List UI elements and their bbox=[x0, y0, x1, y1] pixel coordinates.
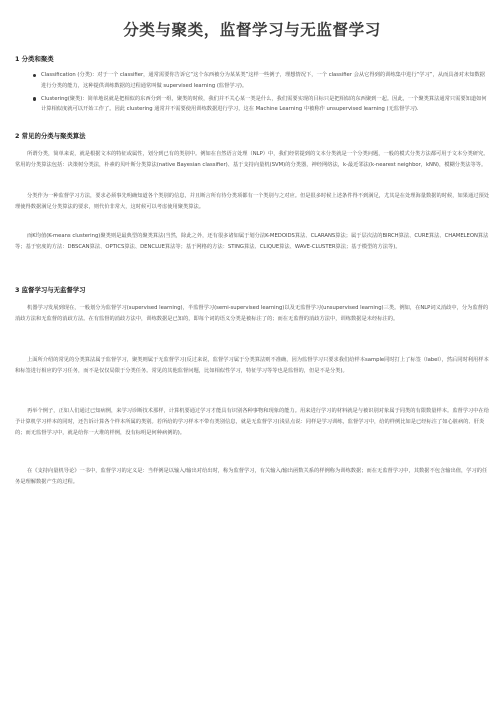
section-heading-1: 1 分类和聚类 bbox=[15, 55, 54, 63]
paragraph: 所谓分类，简单来说，就是根据文本的特征或属性，划分到已有的类别中。例如在自然语言处理（NLP）中，我们经常提到的文本分类就是一个分类问题，一般的模式分类方法都可用于文本分类研究。常用的分类算法包括：决策树分类法，朴素的贝叶斯分类算法(native Bayesian classifier)、基于支持向量机(SVM)的分类器，神经网络法，k-最近邻法(k-nearest neighbor，kNN)，模糊分类法等等。 bbox=[15, 151, 489, 168]
paragraph: 上面所介绍的常见的分类算法属于监督学习，聚类则属于无监督学习(反过来说，监督学习属于分类算法则不准确，因为监督学习只要求我们给样本sample同时打上了标签（label），然后同时利用样本和标签进行相应的学习任务，而不是仅仅局限于分类任务。常见的其他监督问题，比如相似性学习，特征学习等等也是监督的，但是不是分类)。 bbox=[15, 357, 489, 374]
paragraph: 再举个例子，正如人们通过已知病例，来学习诊断技术那样，计算机要通过学习才能具有识别各种事物和现象的能力。用来进行学习的材料就是与被识别对象属于同类的有限数量样本。监督学习中在给予计算机学习样本的同时，还告诉计算各个样本所属的类别。若所给的学习样本不带有类别信息，就是无监督学习(浅显点说：同样是学习训练，监督学习中，给的样例比如是已经标注了如心脏病的、肝炎的；而无监督学习中，就是给你一大堆的样例，没有标明是何种病例的)。 bbox=[15, 408, 489, 436]
bullet-text: Classification (分类)：对于一个 classifier，通常需要你告诉它“这个东西被分为某某类”这样一些例子，理想情况下，一个 classifier 会从它得到的训练集中进行“学习”，从而具备对未知数据进行分类的能力，这种提供训练数据的过程通常叫做 supervised learning (监督学习)。 bbox=[41, 72, 486, 89]
bullet-dot-icon bbox=[33, 74, 36, 77]
section-heading-3: 3 监督学习与无监督学习 bbox=[15, 286, 86, 294]
paragraph: 在《支持向量机导论》一书中，监督学习的定义是：当样例是以输入/输出对给出时，称为监督学习，有关输入/输出函数关系的样例称为训练数据；而在无监督学习中，其数据不包含输出值，学习的任务是理解数据产生的过程。 bbox=[15, 468, 488, 485]
bullet-item-clustering bbox=[15, 94, 489, 116]
section-1-bullet-list bbox=[15, 70, 489, 117]
paragraph: 机器学习发展到现在，一般划分为监督学习(supervised learning)，半监督学习(semi-supervised learning)以及无监督学习(unsupervised learning)三类。例如，在NLP词义消歧中，分为监督的消歧方法和无监督的消歧方法。在有监督的消歧方法中，训练数据是已知的，即每个词的语义分类是被标注了的；而在无监督的消歧方法中，训练数据是未经标注的。 bbox=[15, 305, 489, 322]
section-heading-2: 2 常见的分类与聚类算法 bbox=[15, 132, 86, 140]
bullet-item-classification bbox=[15, 70, 489, 92]
paragraph: 分类作为一种监督学习方法，要求必须事先明确知道各个类别的信息，并且断言所有待分类项都有一个类别与之对应。但是很多时候上述条件得不到满足，尤其是在处理海量数据的时候，如果通过预处理使得数据满足分类算法的要求，则代价非常大，这时候可以考虑使用聚类算法。 bbox=[15, 193, 489, 210]
paragraph: 而K均值(K-means clustering)聚类则是最典型的聚类算法(当然，除此之外，还有很多诸如属于划分法K-MEDOIDS算法、CLARANS算法；属于层次法的BIRCH算法、CURE算法、CHAMELEON算法等；基于密度的方法：DBSCAN算法、OPTICS算法、DENCLUE算法等；基于网格的方法：STING算法、CLIQUE算法、WAVE-CLUSTER算法；基于模型的方法等)。 bbox=[15, 233, 489, 250]
document-title: 分类与聚类，监督学习与无监督学习 bbox=[123, 21, 381, 39]
bullet-text: Clustering(聚类)：简单地说就是把相似的东西分到一组，聚类的时候，我们并不关心某一类是什么，我们需要实现的目标只是把相似的东西聚到一起。因此，一个聚类算法通常只需要知道如何计算相似度就可以开始工作了。因此 clustering 通常并不需要使用训练数据进行学习，这在 Machine Learning 中被称作 unsupervised learning (无监督学习). bbox=[41, 95, 487, 113]
bullet-dot-icon bbox=[33, 97, 36, 100]
